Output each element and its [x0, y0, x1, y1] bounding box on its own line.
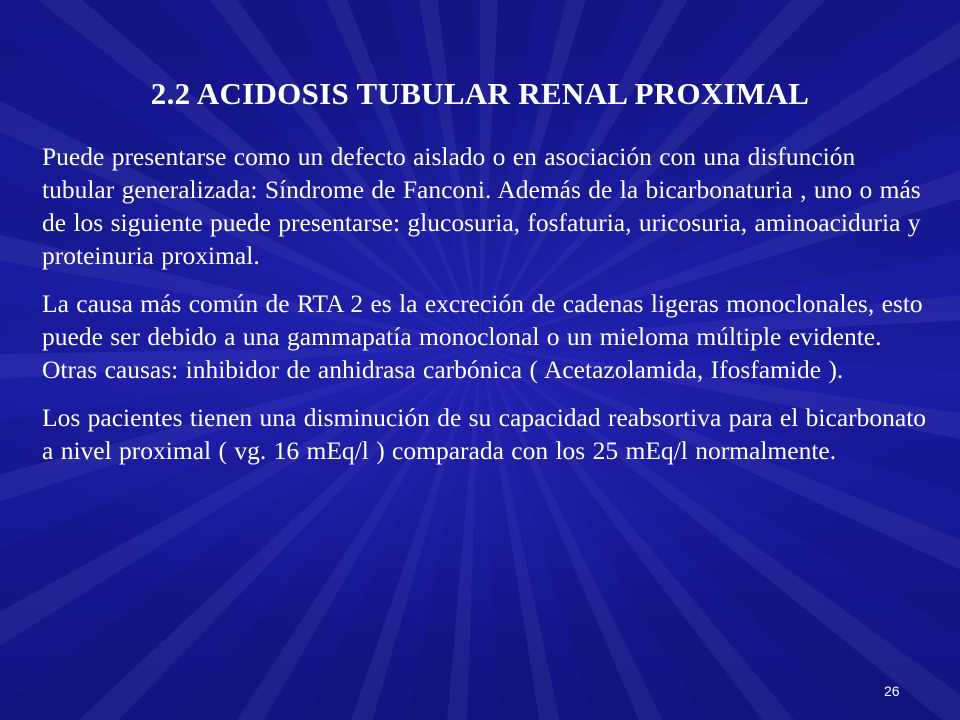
slide-title: 2.2 ACIDOSIS TUBULAR RENAL PROXIMAL — [150, 76, 810, 111]
slide-body — [42, 140, 932, 482]
paragraph-intro: Puede presentarse como un defecto aislado o en asociación con una disfunción tubular generalizada: Síndrome de Fanconi. Además de la bicarbonaturia , uno o más de los siguiente puede presentarse: glucosuria, fosfaturia, uricosuria, aminoaciduria y proteinuria proximal. — [42, 142, 921, 270]
page-number: 26 — [884, 683, 900, 699]
paragraph-causes: La causa más común de RTA 2 es la excreción de cadenas ligeras monoclonales, esto puede ser debido a una gammapatía monoclonal o un mieloma múltiple evidente. Otras causas: inhibidor de anhidrasa carbónica ( Acetazolamida, Ifosfamide ). — [42, 289, 923, 384]
paragraph-patients: Los pacientes tienen una disminución de su capacidad reabsortiva para el bicarbonato a nivel proximal ( vg. 16 mEq/l ) comparada con los 25 mEq/l normalmente. — [42, 403, 927, 465]
